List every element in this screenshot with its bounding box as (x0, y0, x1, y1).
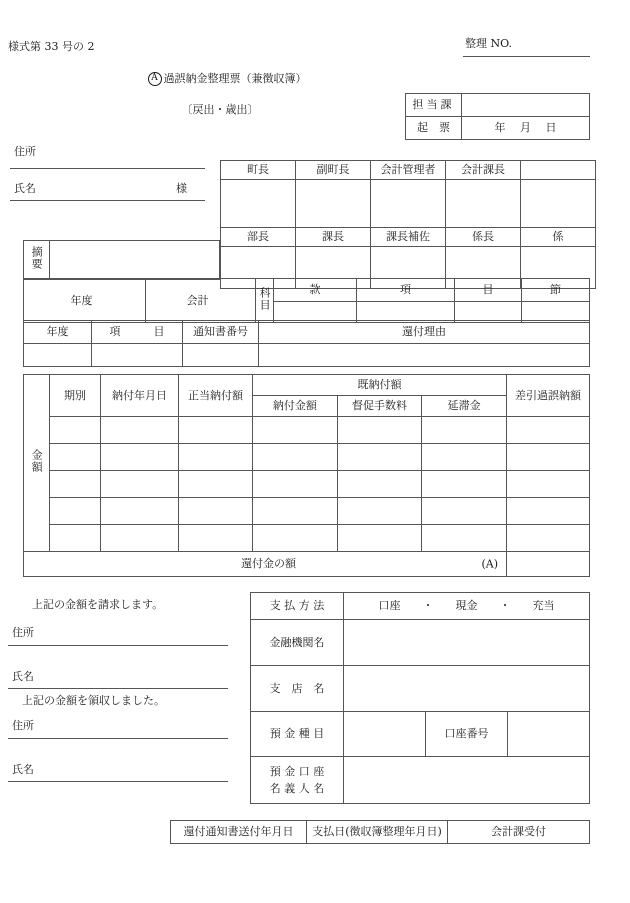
amount-cell[interactable] (253, 498, 338, 525)
amount-cell[interactable] (253, 417, 338, 444)
table-row (24, 241, 220, 280)
amount-cell[interactable] (101, 498, 179, 525)
amount-cell[interactable] (422, 525, 507, 552)
payee-address-input[interactable] (10, 168, 205, 169)
deposit-kind-value[interactable] (344, 712, 426, 757)
tsuchisho-no-header: 通知書番号 (183, 321, 259, 344)
claim-address-input[interactable] (8, 645, 228, 646)
amount-cell[interactable] (337, 525, 422, 552)
seiri-no-label: 整理 NO. (465, 37, 512, 50)
amount-cell[interactable] (253, 471, 338, 498)
table-row (24, 525, 590, 552)
summary-value[interactable] (50, 241, 220, 280)
summary-label: 摘要 (24, 241, 50, 280)
table-row (24, 344, 590, 367)
amount-cell[interactable] (50, 498, 101, 525)
table-row (24, 321, 590, 344)
table-row (406, 94, 590, 117)
amount-cell[interactable] (179, 417, 253, 444)
payee-honorific: 様 (176, 182, 187, 195)
footer-notice-date-label: 還付通知書送付年月日 (171, 821, 307, 844)
table-row (24, 375, 590, 396)
approval-stamp-fukuchouchou[interactable] (296, 180, 371, 228)
moku-header: 目 (455, 279, 522, 302)
branch-name-value[interactable] (344, 666, 590, 712)
amount-cell[interactable] (50, 525, 101, 552)
claim-statement: 上記の金額を請求します。 (32, 598, 164, 611)
amount-cell[interactable] (422, 498, 507, 525)
bank-table (250, 592, 590, 804)
sashihiki-header: 差引過誤納額 (507, 375, 590, 417)
footer-payment-date-label: 支払日(徴収簿整理年月日) (307, 821, 448, 844)
reason-nendo-value[interactable] (24, 344, 92, 367)
table-row (24, 471, 590, 498)
setsu-header: 節 (522, 279, 590, 302)
approval-stamp-chouchou[interactable] (221, 180, 296, 228)
claim-name-input[interactable] (8, 688, 228, 689)
approval-title-buchou: 部長 (221, 228, 296, 247)
approval-stamp-kaikeikachou[interactable] (446, 180, 521, 228)
approval-stamp-kaikeikanrisha[interactable] (371, 180, 446, 228)
approval-grid-table (220, 160, 596, 289)
table-row (171, 821, 590, 844)
payment-method-options[interactable]: 口座 ・ 現金 ・ 充当 (344, 593, 590, 620)
receipt-statement: 上記の金額を領収しました。 (22, 694, 165, 707)
account-no-value[interactable] (508, 712, 590, 757)
refund-total-table (23, 551, 590, 577)
amount-cell[interactable] (337, 417, 422, 444)
charge-box-table (405, 93, 590, 140)
amount-cell[interactable] (50, 471, 101, 498)
amount-cell[interactable] (101, 417, 179, 444)
amount-cell[interactable] (337, 471, 422, 498)
table-row (24, 498, 590, 525)
amount-cell[interactable] (101, 444, 179, 471)
form-title: 過誤納金整理票（兼徴収簿） (163, 71, 307, 85)
amount-cell[interactable] (50, 444, 101, 471)
payment-method-label: 支 払 方 法 (251, 593, 344, 620)
amount-cell[interactable] (337, 444, 422, 471)
amount-cell[interactable] (179, 498, 253, 525)
receipt-address-label: 住所 (12, 719, 34, 732)
table-row (251, 757, 590, 804)
approval-title-kakarichou: 係長 (446, 228, 521, 247)
table-row (24, 552, 590, 577)
amount-side-label: 金額 (24, 375, 50, 552)
refund-total-value[interactable] (507, 552, 590, 577)
amount-cell[interactable] (507, 471, 590, 498)
footer-accounting-receipt-label: 会計課受付 (448, 821, 590, 844)
nouhu-date-header: 納付年月日 (101, 375, 179, 417)
approval-title-kakari: 係 (521, 228, 596, 247)
payee-name-label: 氏名 (14, 182, 36, 195)
amount-cell[interactable] (253, 444, 338, 471)
table-row (406, 117, 590, 140)
circled-a-icon: A (148, 72, 162, 86)
account-holder-value[interactable] (344, 757, 590, 804)
amount-cell[interactable] (337, 498, 422, 525)
amount-cell[interactable] (507, 498, 590, 525)
payee-address-label: 住所 (14, 145, 36, 158)
form-subtitle: 〔戻出・歳出〕 (181, 102, 259, 116)
bank-name-value[interactable] (344, 620, 590, 666)
charge-value[interactable] (462, 94, 590, 117)
amount-cell[interactable] (507, 417, 590, 444)
reason-table (23, 320, 590, 367)
summary-table (23, 240, 220, 280)
approval-title-kachouhosa: 課長補佐 (371, 228, 446, 247)
table-row (221, 228, 596, 247)
payee-name-input[interactable] (10, 200, 205, 201)
account-no-label: 口座番号 (426, 712, 508, 757)
receipt-address-input[interactable] (8, 738, 228, 739)
receipt-name-input[interactable] (8, 781, 228, 782)
amount-cell[interactable] (253, 525, 338, 552)
approval-title-fukuchouchou: 副町長 (296, 161, 371, 180)
account-holder-label: 預 金 口 座 名 義 人 名 (251, 757, 344, 804)
approval-title-kaikeikachou: 会計課長 (446, 161, 521, 180)
table-row (251, 620, 590, 666)
table-row (251, 593, 590, 620)
claim-name-label: 氏名 (12, 670, 34, 683)
approval-title-kaikeikanrisha: 会計管理者 (371, 161, 446, 180)
seiri-no-input[interactable] (463, 56, 590, 57)
table-row (24, 444, 590, 471)
claim-address-label: 住所 (12, 626, 34, 639)
reason-koumoku-value[interactable] (92, 344, 183, 367)
footer-table (170, 820, 590, 844)
approval-title-chouchou: 町長 (221, 161, 296, 180)
nouhu-kingaku-header: 納付金額 (253, 396, 338, 417)
form-title-block (110, 58, 330, 116)
tsuchisho-no-value[interactable] (183, 344, 259, 367)
table-row (251, 666, 590, 712)
entaikin-header: 延滞金 (422, 396, 507, 417)
approval-title-blank (521, 161, 596, 180)
approval-stamp-blank[interactable] (521, 180, 596, 228)
bank-name-label: 金融機関名 (251, 620, 344, 666)
table-row (24, 279, 590, 302)
amount-cell[interactable] (101, 471, 179, 498)
refund-total-mark: (A) (481, 557, 498, 571)
table-row (221, 180, 596, 228)
table-row (221, 161, 596, 180)
amount-cell[interactable] (101, 525, 179, 552)
tokusoku-tesuuryou-header: 督促手数料 (337, 396, 422, 417)
branch-name-label: 支 店 名 (251, 666, 344, 712)
kinou-group-header: 既納付額 (253, 375, 507, 396)
kan-header: 款 (274, 279, 357, 302)
deposit-kind-label: 預 金 種 目 (251, 712, 344, 757)
kanpu-riyuu-value[interactable] (259, 344, 590, 367)
amount-cell[interactable] (422, 444, 507, 471)
seitou-nouhu-header: 正当納付額 (179, 375, 253, 417)
table-row (251, 712, 590, 757)
amount-cell[interactable] (422, 471, 507, 498)
amount-cell[interactable] (507, 525, 590, 552)
kihyou-value[interactable]: 年 月 日 (462, 117, 590, 140)
kou-header: 項 (357, 279, 455, 302)
charge-label: 担当課 (406, 94, 462, 117)
table-row (24, 417, 590, 444)
approval-title-kachou: 課長 (296, 228, 371, 247)
account-table (23, 278, 590, 323)
refund-total-label: 還付金の額 (A) (24, 552, 507, 577)
reason-koumoku-header: 項 目 (92, 321, 183, 344)
receipt-name-label: 氏名 (12, 763, 34, 776)
amount-cell[interactable] (422, 417, 507, 444)
amount-cell[interactable] (179, 525, 253, 552)
amount-cell[interactable] (50, 417, 101, 444)
nendo-label: 年度 (24, 279, 146, 323)
form-number: 様式第 33 号の 2 (8, 40, 95, 53)
amount-cell[interactable] (179, 444, 253, 471)
amount-cell[interactable] (179, 471, 253, 498)
amount-table (23, 374, 590, 552)
kaikei-label: 会計 (146, 279, 256, 323)
kibetsu-header: 期別 (50, 375, 101, 417)
kamoku-label: 科目 (256, 279, 274, 323)
kanpu-riyuu-header: 還付理由 (259, 321, 590, 344)
amount-cell[interactable] (507, 444, 590, 471)
reason-nendo-header: 年度 (24, 321, 92, 344)
kihyou-label: 起 票 (406, 117, 462, 140)
